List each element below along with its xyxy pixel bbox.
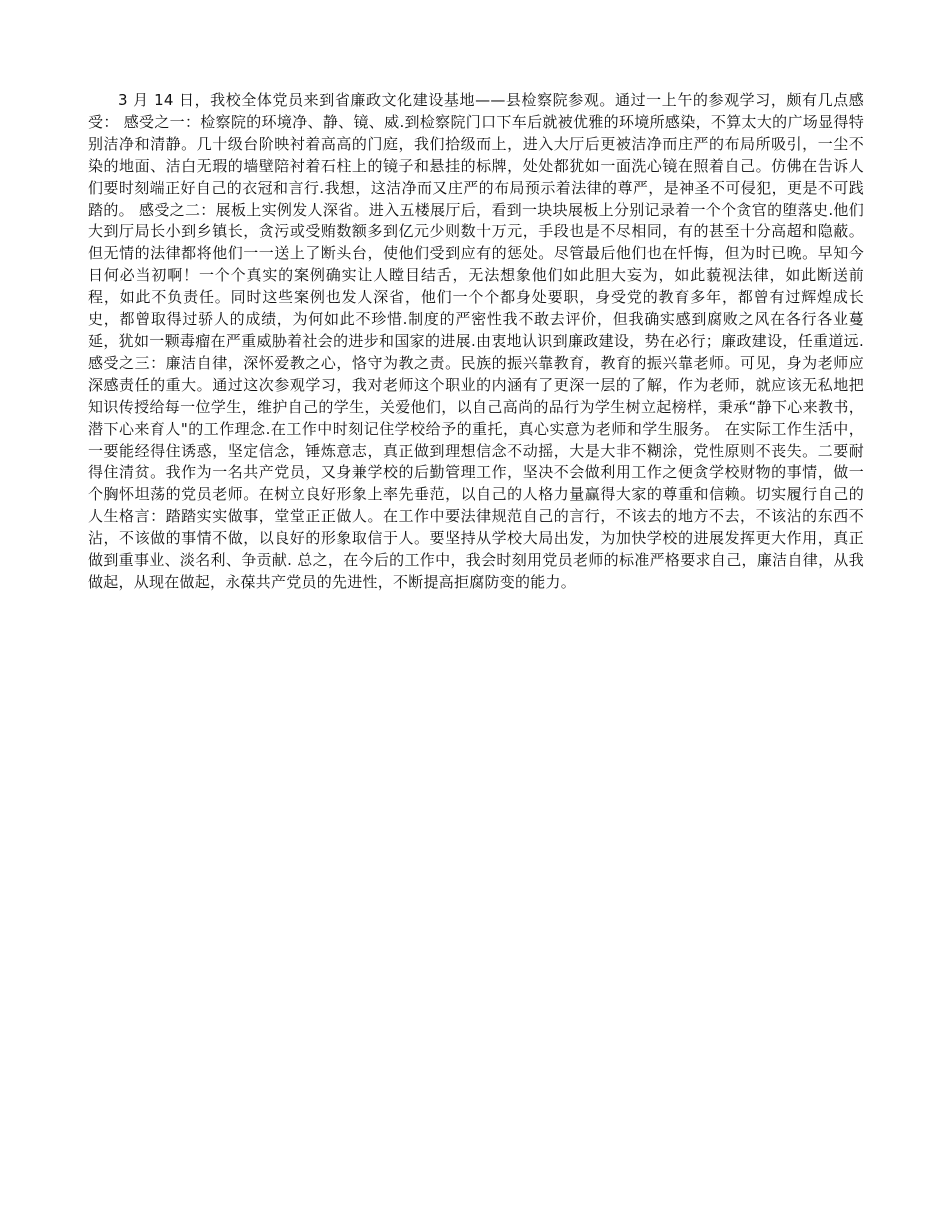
- body-paragraph: 3 月 14 日，我校全体党员来到省廉政文化建设基地——县检察院参观。通过一上午的参观学习，颇有几点感受： 感受之一：检察院的环境净、静、镜、威.到检察院门口下车后就被优雅的环境所感染，不算太大的广场显得特别洁净和清静。几十级台阶映衬着高高的门庭，我们拾级而上，进入大厅后更被洁净而庄严的布局所吸引，一尘不染的地面、洁白无瑕的墙壁陪衬着石柱上的镜子和悬挂的标牌，处处都犹如一面洗心镜在照着自己。仿佛在告诉人们要时刻端正好自己的衣冠和言行.我想，这洁净而又庄严的布局预示着法律的尊严，是神圣不可侵犯，更是不可践踏的。 感受之二：展板上实例发人深省。进入五楼展厅后，看到一块块展板上分别记录着一个个贪官的堕落史.他们大到厅局长小到乡镇长，贪污或受贿数额多到亿元少则数十万元，手段也是不尽相同，有的甚至十分高超和隐蔽。但无情的法律都将他们一一送上了断头台，使他们受到应有的惩处。尽管最后他们也在忏悔，但为时已晚。早知今日何必当初啊！一个个真实的案例确实让人瞠目结舌，无法想象他们如此胆大妄为，如此藐视法律，如此断送前程，如此不负责任。同时这些案例也发人深省，他们一个个都身处要职，身受党的教育多年，都曾有过辉煌成长史，都曾取得过骄人的成绩，为何如此不珍惜.制度的严密性我不敢去评价，但我确实感到腐败之风在各行各业蔓延，犹如一颗毒瘤在严重威胁着社会的进步和国家的进展.由衷地认识到廉政建设，势在必行；廉政建设，任重道远. 感受之三：廉洁自律，深怀爱教之心，恪守为教之责。民族的振兴靠教育，教育的振兴靠老师。可见，身为老师应深感责任的重大。通过这次参观学习，我对老师这个职业的内涵有了更深一层的了解，作为老师，就应该无私地把知识传授给每一位学生，维护自己的学生，关爱他们，以自己高尚的品行为学生树立起榜样，秉承“静下心来教书，潜下心来育人"的工作理念.在工作中时刻记住学校给予的重托，真心实意为老师和学生服务。 在实际工作生活中，一要能经得住诱惑，坚定信念，锤炼意志，真正做到理想信念不动摇，大是大非不糊涂，党性原则不丧失。二要耐得住清贫。我作为一名共产党员，又身兼学校的后勤管理工作，坚决不会做利用工作之便贪学校财物的事情，做一个胸怀坦荡的党员老师。在树立良好形象上率先垂范，以自己的人格力量赢得大家的尊重和信赖。切实履行自己的人生格言：踏踏实实做事，堂堂正正做人。在工作中要法律规范自己的言行，不该去的地方不去，不该沾的东西不沾，不该做的事情不做，以良好的形象取信于人。要坚持从学校大局出发，为加快学校的进展发挥更大作用，真正做到重事业、淡名利、争贡献. 总之，在今后的工作中，我会时刻用党员老师的标准严格要求自己，廉洁自律，从我做起，从现在做起，永葆共产党员的先进性，不断提高拒腐防变的能力。: [88, 91, 864, 591]
